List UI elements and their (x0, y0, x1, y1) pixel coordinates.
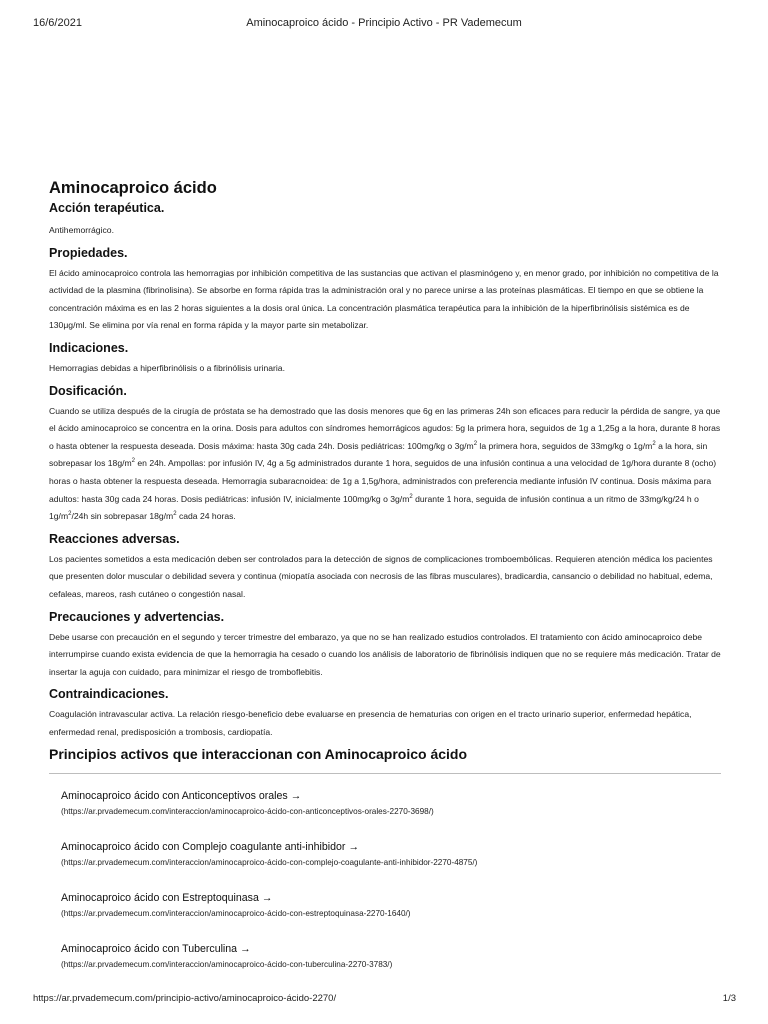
text-run: en 24h. Ampollas: por infusión IV, 4g a 5g administrados durante 1 hora, seguidos de una infusión continua a una velocidad de 1g/hora durante 8 (ocho) horas o hasta obtener la respuesta deseada. Hemorragia subaracnoidea: de 1g a 1,5g/hora, administrados con preferencia mediante infusión IV continua. Dosis máxima para adultos: hasta 30g cada 24 horas. Dosis pediátricas: infusión IV, inicialmente 100mg/kg o 3g/m (49, 458, 717, 504)
superscript: 2 (68, 511, 72, 518)
text-run: μg (63, 320, 74, 331)
section-title-accion-terapeutica: Acción terapéutica. (49, 201, 165, 215)
superscript: 2 (473, 440, 478, 447)
section-body-indicaciones (49, 360, 721, 378)
section-title-reacciones-adversas: Reacciones adversas. (49, 531, 180, 546)
text-run: Los pacientes sometidos a esta medicación deben ser controlados para la detección de signos de complicaciones tromboembólicas. Requieren atención médica los pacientes que presenten dolor muscular o debilidad severa y continua (miopatía asociada con necrosis de las fibras musculares), bradicardia, cansancio o debilidad no habitual, edema, cefaleas, mareos, rash cutáneo o congestión nasal. (49, 553, 713, 599)
text-run: Antihemorrágico. (49, 225, 114, 235)
print-header (0, 17, 768, 31)
text-run: a la hora, sin sobrepasar los 18g/m (49, 440, 708, 469)
section-title-propiedades: Propiedades. (49, 245, 128, 260)
footer-url: https://ar.prvademecum.com/principio-activo/aminocaproico-ácido-2270/ (33, 993, 337, 1004)
section-title-dosificacion: Dosificación. (49, 383, 127, 398)
text-run: durante 1 hora, seguida de infusión continua a un ritmo de 33mg/kg/24 h o 1g/m (49, 493, 699, 522)
interaction-link-estreptoquinasa[interactable]: Aminocaproico ácido con Estreptoquinasa → (61, 892, 273, 905)
section-title-precauciones: Precauciones y advertencias. (49, 609, 225, 624)
interactions-title: Principios activos que interaccionan con Aminocaproico ácido (49, 745, 721, 774)
print-document-title: Aminocaproico ácido - Principio Activo - PR Vademecum (246, 17, 522, 29)
interaction-url: (https://ar.prvademecum.com/interaccion/aminocaproico-ácido-con-tuberculina-2270-3783/) (61, 960, 393, 970)
superscript: 2 (652, 440, 656, 447)
interaction-url: (https://ar.prvademecum.com/interaccion/aminocaproico-ácido-con-estreptoquinasa-2270-1640/) (61, 909, 411, 919)
interaction-link-anticonceptivos[interactable]: Aminocaproico ácido con Anticonceptivos orales → (61, 790, 302, 803)
section-title-indicaciones: Indicaciones. (49, 340, 129, 355)
section-body-contraindicaciones (49, 706, 721, 741)
superscript: 2 (131, 458, 135, 465)
text-run: El ácido aminocaproico controla las hemorragias por inhibición competitiva de las sustancias que activan el plasminógeno y, en menor grado, por inhibición no competitiva de la actividad de la plasmina (fibrinolisina). Se absorbe en forma rápida tras la administración oral y no parece unirse a las proteínas plasmáticas. El tiempo en que se obtiene la concentración máxima es en las 2 horas siguientes a la dosis oral única. La concentración plasmática terapéutica para la inhibición de la hiperfibrinólisis sistémica es de 130 (49, 267, 719, 331)
superscript: 2 (409, 493, 413, 500)
section-body-propiedades (49, 265, 721, 335)
text-run: Coagulación intravascular activa. La relación riesgo-beneficio debe evaluarse en presencia de hematurias con origen en el tracto urinario superior, enfermedad hepática, enfermedad renal, predisposición a trombosis, cardiopatía. (49, 709, 692, 737)
text-run: la primera hora, seguidos de 33mg/kg o 1g/m (477, 440, 653, 451)
section-body-reacciones-adversas (49, 551, 721, 604)
print-footer (0, 993, 768, 1007)
list-item (61, 839, 721, 870)
section-title-contraindicaciones: Contraindicaciones. (49, 687, 169, 702)
interaction-url: (https://ar.prvademecum.com/interaccion/aminocaproico-ácido-con-anticonceptivos-orales-2270-3698/) (61, 807, 434, 817)
superscript: 2 (173, 511, 177, 518)
text-run: Debe usarse con precaución en el segundo y tercer trimestre del embarazo, ya que no se han realizado estudios controlados. El tratamiento con ácido aminocaproico debe interrumpirse cuando exista evidencia de que la hemorragia ha cesado o cuando los análisis de laboratorio de fibrinólisis indiquen que no se requiere más medicación. Tratar de insertar la aguja con cuidado, para minimizar el riesgo de tromboflebitis. (49, 631, 721, 677)
section-body-accion-terapeutica (49, 222, 721, 240)
section-body-precauciones (49, 629, 721, 682)
list-item (61, 890, 721, 921)
print-date: 16/6/2021 (33, 17, 82, 29)
page-number: 1/3 (722, 993, 736, 1004)
text-run: Hemorragias debidas a hiperfibrinólisis o a fibrinólisis urinaria. (49, 362, 285, 373)
interactions-list (49, 788, 721, 972)
text-run: Cuando se utiliza después de la cirugía de próstata se ha demostrado que las dosis menores que 6g en las primeras 24h son eficaces para reducir la pérdida de sangre, ya que el ácido aminocaproico se concentra en la orina. Dosis para adultos con síndromes hemorrágicos agudos: 5g la primera hora, seguidos de 1g a 1,25g a la hora, durante 8 horas o hasta obtener la respuesta deseada. Dosis máxima: hasta 30g cada 24h. Dosis pediátricas: 100mg/kg o 3g/m (49, 405, 721, 451)
interaction-link-complejo-coagulante[interactable]: Aminocaproico ácido con Complejo coagulante anti-inhibidor → (61, 841, 359, 854)
text-run: cada 24 horas. (176, 511, 236, 522)
list-item (61, 788, 721, 819)
section-body-dosificacion (49, 403, 721, 526)
main-content (49, 178, 721, 992)
page-title: Aminocaproico ácido (49, 179, 217, 197)
list-item (61, 941, 721, 972)
interaction-link-tuberculina[interactable]: Aminocaproico ácido con Tuberculina → (61, 943, 251, 956)
text-run: /ml. Se elimina por vía renal en forma rápida y la mayor parte sin metabolizar. (73, 320, 369, 331)
interaction-url: (https://ar.prvademecum.com/interaccion/aminocaproico-ácido-con-complejo-coagulante-anti-inhibidor-2270-4875/) (61, 858, 478, 868)
text-run: /24h sin sobrepasar 18g/m (71, 511, 174, 522)
